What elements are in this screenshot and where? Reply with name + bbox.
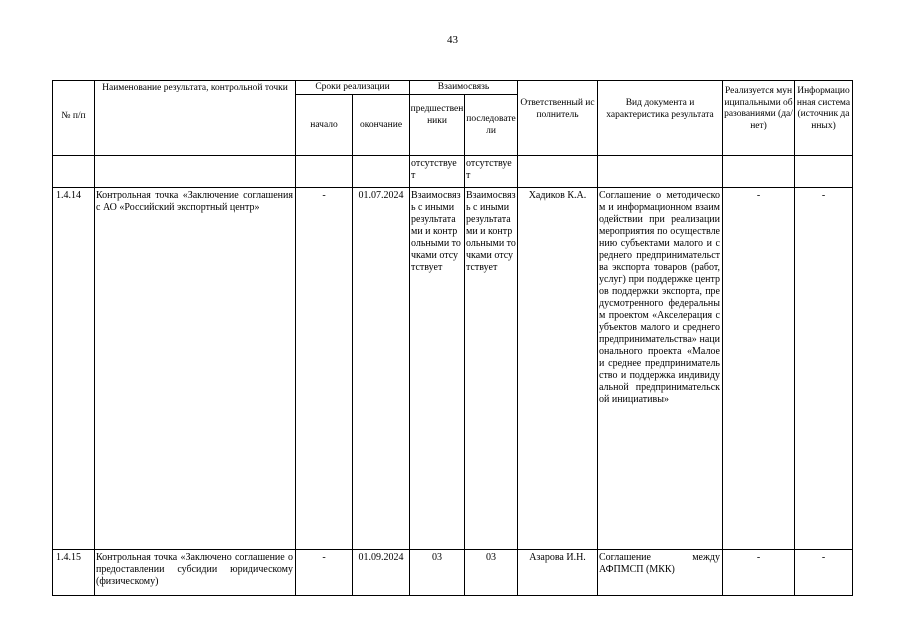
- row-info-system: -: [821, 552, 826, 563]
- row-responsible: Азарова И.Н.: [529, 552, 586, 563]
- col-divider: [517, 80, 518, 596]
- row-document: Соглашение между АФПМСП (МКК): [599, 552, 720, 575]
- control-points-table: [52, 80, 853, 596]
- row-pred: 03: [432, 552, 442, 563]
- header-municipal: Реализуется муниципальными образованиями (да/нет): [724, 86, 793, 131]
- header-start: начало: [310, 120, 338, 130]
- row-start: -: [322, 552, 326, 563]
- col-divider: [464, 94, 465, 596]
- col-divider: [295, 80, 296, 596]
- row-divider-1-4-15: [52, 549, 853, 550]
- row-num: 1.4.14: [56, 190, 81, 201]
- table-border-bottom: [52, 595, 853, 596]
- row-divider-continuation: [52, 187, 853, 188]
- header-predecessors: предшественники: [410, 104, 464, 126]
- row-end: 01.09.2024: [358, 552, 404, 563]
- row-municipal: -: [756, 552, 761, 563]
- table-border-right: [852, 80, 853, 596]
- col-divider: [597, 80, 598, 596]
- continuation-pred: отсутствует: [411, 158, 457, 181]
- row-info-system: -: [821, 190, 826, 201]
- col-divider: [794, 80, 795, 596]
- header-document: Вид документа и характеристика результата: [606, 98, 714, 120]
- col-divider: [352, 94, 353, 596]
- col-divider: [94, 80, 95, 596]
- row-pred: Взаимосвязь с иными результатами и контрольными точками отсутствует: [411, 190, 461, 273]
- row-name: Контрольная точка «Заключено соглашение о предоставлении субсидии юридическому (физическому): [96, 552, 293, 587]
- header-sub-divider: [295, 94, 517, 95]
- col-divider: [722, 80, 723, 596]
- row-responsible: Хадиков К.А.: [528, 190, 587, 201]
- header-relation: Взаимосвязь: [437, 82, 490, 92]
- row-succ: 03: [486, 552, 496, 563]
- header-num: № п/п: [61, 111, 86, 121]
- row-start: -: [322, 190, 326, 201]
- header-end: окончание: [359, 120, 403, 130]
- col-divider: [409, 80, 410, 596]
- row-document: Соглашение о методическом и информационном взаимодействии при реализации мероприятия по осуществлению субъектами малого и среднего предпринимательства экспорта товаров (работ, услуг) при поддержке центров поддержки экспорта, предусмотренного федеральным проектом «Акселерация субъектов малого и среднего предпринимательства» национального проекта «Малое и среднее предпринимательство и поддержка индивидуальной предпринимательской инициативы»: [599, 190, 720, 405]
- row-num: 1.4.15: [56, 552, 81, 563]
- header-info-system: Информационная система (источник данных): [796, 86, 851, 131]
- row-end: 01.07.2024: [358, 190, 404, 201]
- header-successors: последователи: [466, 114, 516, 136]
- header-responsible: Ответственный исполнитель: [520, 98, 595, 120]
- row-succ: Взаимосвязь с иными результатами и контрольными точками отсутствует: [466, 190, 516, 273]
- header-deadlines: Сроки реализации: [315, 82, 390, 92]
- row-municipal: -: [756, 190, 761, 201]
- row-name: Контрольная точка «Заключение соглашения с АО «Российский экспортный центр»: [96, 190, 293, 213]
- table-border-left: [52, 80, 53, 596]
- continuation-succ: отсутствует: [466, 158, 512, 181]
- header-name: Наименование результата, контрольной точки: [102, 83, 288, 93]
- page-number: 43: [447, 34, 458, 46]
- table-border-top: [52, 80, 853, 81]
- header-divider: [52, 155, 853, 156]
